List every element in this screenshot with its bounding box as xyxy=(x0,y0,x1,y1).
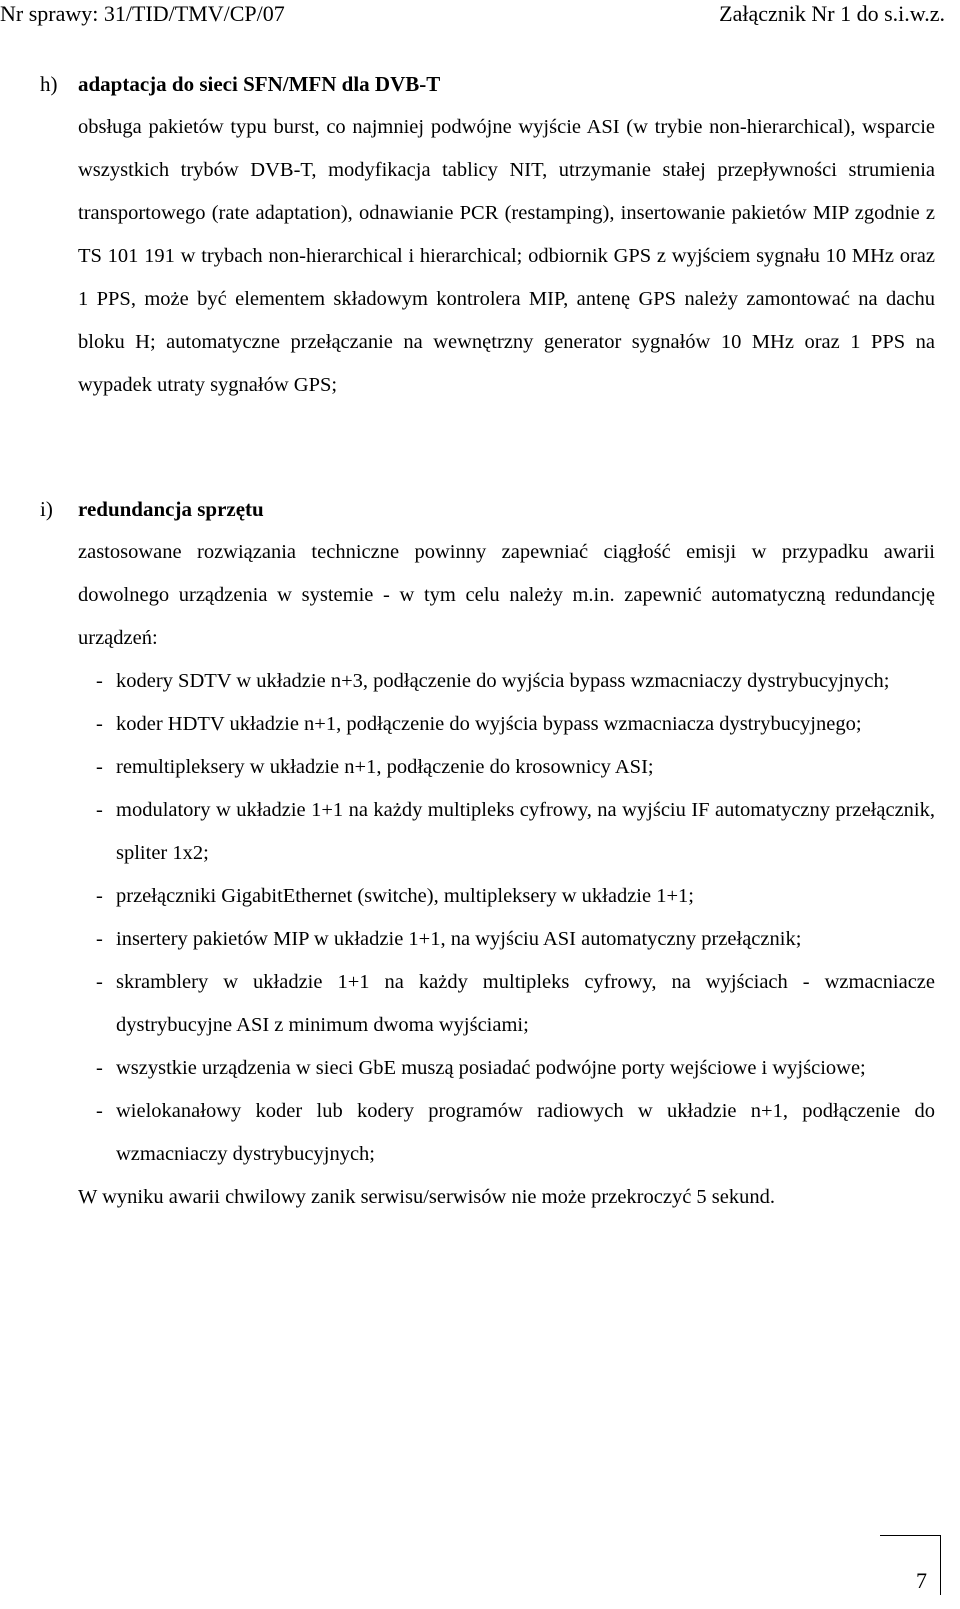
list-dash: - xyxy=(96,799,103,821)
list-item-text: kodery SDTV w układzie n+3, podłączenie do wyjścia bypass wzmacniaczy dystrybucyjnych; xyxy=(116,670,890,692)
section-i-marker: i) xyxy=(40,497,53,521)
section-h-marker: h) xyxy=(40,72,58,96)
list-dash: - xyxy=(96,756,103,778)
section-h-title: adaptacja do sieci SFN/MFN dla DVB-T xyxy=(78,72,441,96)
section-i-title: redundancja sprzętu xyxy=(78,497,264,521)
closing-statement: W wyniku awarii chwilowy zanik serwisu/serwisów nie może przekroczyć 5 sekund. xyxy=(78,1186,775,1208)
list-item-text: wielokanałowy koder lub kodery programów radiowych w układzie n+1, podłączenie do wzmacniaczy dystrybucyjnych; xyxy=(116,1100,935,1165)
page-number: 7 xyxy=(916,1568,927,1593)
list-item-text: modulatory w układzie 1+1 na każdy multipleks cyfrowy, na wyjściu IF automatyczny przełącznik, spliter 1x2; xyxy=(116,799,935,864)
header-attachment-label: Załącznik Nr 1 do s.i.w.z. xyxy=(719,1,945,26)
redundancy-list xyxy=(96,660,935,1176)
list-item xyxy=(96,660,935,703)
list-item-text: remultipleksery w układzie n+1, podłączenie do krosownicy ASI; xyxy=(116,756,654,778)
list-dash: - xyxy=(96,670,103,692)
list-dash: - xyxy=(96,1100,103,1122)
section-i-intro: zastosowane rozwiązania techniczne powinny zapewniać ciągłość emisji w przypadku awarii dowolnego urządzenia w systemie - w tym celu należy m.in. zapewnić automatyczną redundancję urządzeń: xyxy=(78,541,935,649)
list-dash: - xyxy=(96,1057,103,1079)
list-item-text: skramblery w układzie 1+1 na każdy multipleks cyfrowy, na wyjściach - wzmacniacze dystrybucyjne ASI z minimum dwoma wyjściami; xyxy=(116,971,935,1036)
list-dash: - xyxy=(96,928,103,950)
list-item xyxy=(96,1090,935,1176)
footer-rule xyxy=(880,1535,940,1536)
header-case-number: Nr sprawy: 31/TID/TMV/CP/07 xyxy=(0,1,285,26)
list-dash: - xyxy=(96,971,103,993)
list-item xyxy=(96,1047,935,1090)
list-item-text: przełączniki GigabitEthernet (switche), multipleksery w układzie 1+1; xyxy=(116,885,694,907)
list-item-text: koder HDTV układzie n+1, podłączenie do wyjścia bypass wzmacniacza dystrybucyjnego; xyxy=(116,713,862,735)
list-item xyxy=(96,875,935,918)
list-item-text: wszystkie urządzenia w sieci GbE muszą posiadać podwójne porty wejściowe i wyjściowe; xyxy=(116,1057,866,1079)
list-item xyxy=(96,961,935,1047)
list-item-text: insertery pakietów MIP w układzie 1+1, na wyjściu ASI automatyczny przełącznik; xyxy=(116,928,802,950)
section-h-paragraph: obsługa pakietów typu burst, co najmniej podwójne wyjście ASI (w trybie non-hierarchical), wsparcie wszystkich trybów DVB-T, modyfikacja tablicy NIT, utrzymanie stałej przepływności strumienia transportowego (rate adaptation), odnawianie PCR (restamping), insertowanie pakietów MIP zgodnie z TS 101 191 w trybach non-hierarchical i hierarchical; odbiornik GPS z wyjściem sygnału 10 MHz oraz 1 PPS, może być elementem składowym kontrolera MIP, antenę GPS należy zamontować na dachu bloku H; automatyczne przełączanie na wewnętrzny generator sygnałów 10 MHz oraz 1 PPS na wypadek utraty sygnałów GPS; xyxy=(78,116,935,396)
list-item xyxy=(96,918,935,961)
list-dash: - xyxy=(96,885,103,907)
footer-rule-vertical xyxy=(940,1535,941,1595)
section-i-heading xyxy=(40,495,935,523)
section-h-heading xyxy=(40,70,935,98)
list-dash: - xyxy=(96,713,103,735)
section-i xyxy=(40,495,935,1219)
section-h xyxy=(40,70,935,407)
list-item xyxy=(96,789,935,875)
list-item xyxy=(96,703,935,746)
list-item xyxy=(96,746,935,789)
